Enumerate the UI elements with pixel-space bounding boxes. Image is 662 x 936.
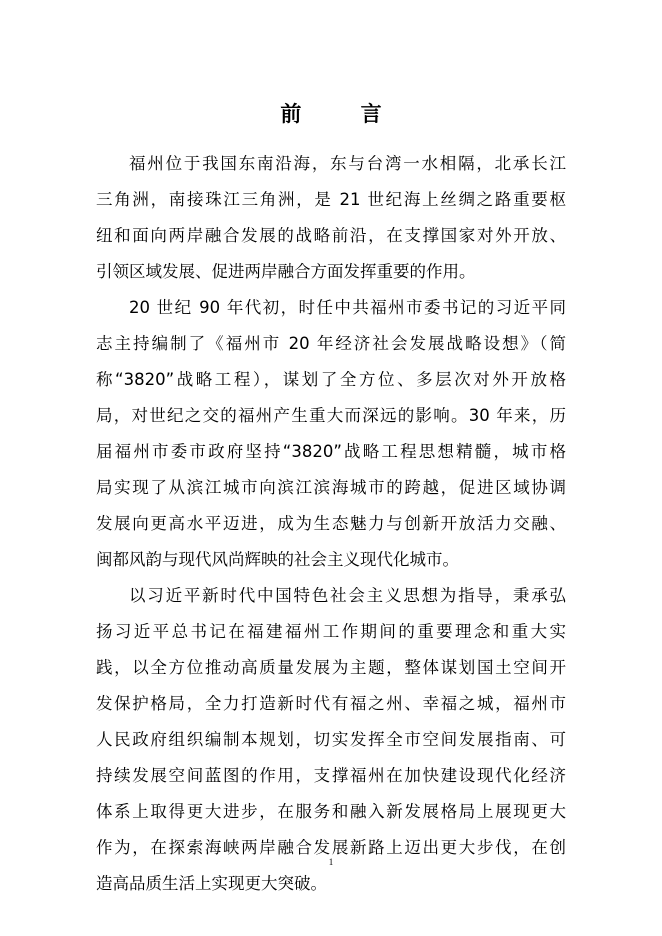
text-line: 引领区域发展、促进两岸融合方面发挥重要的作用。 [96,262,476,281]
text-line: 届福州市委市政府坚持“3820”战略工程思想精髓，城市格 [96,442,566,461]
text-line: 发保护格局，全力打造新时代有福之州、幸福之城，福州市 [96,694,566,713]
text-line: 体系上取得更大进步，在服务和融入新发展格局上展现更大 [96,802,566,821]
text-line: 20 世纪 90 年代初，时任中共福州市委书记的习近平同 [129,298,566,317]
text-line: 闽都风韵与现代风尚辉映的社会主义现代化城市。 [96,550,459,569]
text-line: 纽和面向两岸融合发展的战略前沿，在支撑国家对外开放、 [96,226,566,245]
text-line: 造高品质生活上实现更大突破。 [96,874,327,893]
text-line: 扬习近平总书记在福建福州工作期间的重要理念和重大实 [96,622,566,641]
text-line: 称“3820”战略工程），谋划了全方位、多层次对外开放格 [96,370,566,389]
text-line: 志主持编制了《福州市 20 年经济社会发展战略设想》（简 [96,334,566,353]
text-line: 持续发展空间蓝图的作用，支撑福州在加快建设现代化经济 [96,766,566,785]
text-line: 作为，在探索海峡两岸融合发展新路上迈出更大步伐，在创 [96,838,566,857]
text-line: 践，以全方位推动高质量发展为主题，整体谋划国土空间开 [96,658,566,677]
preface-body [96,146,566,902]
text-line: 福州位于我国东南沿海，东与台湾一水相隔，北承长江 [129,154,566,173]
text-line: 发展向更高水平迈进，成为生态魅力与创新开放活力交融、 [96,514,566,533]
text-line: 三角洲，南接珠江三角洲，是 21 世纪海上丝绸之路重要枢 [96,190,566,209]
page-number: 1 [328,857,334,867]
page-title: 前 言 [280,102,408,126]
text-line: 局，对世纪之交的福州产生重大而深远的影响。30 年来，历 [96,406,566,425]
text-line: 以习近平新时代中国特色社会主义思想为指导，秉承弘 [129,586,566,605]
text-line: 人民政府组织编制本规划，切实发挥全市空间发展指南、可 [96,730,566,749]
text-line: 局实现了从滨江城市向滨江滨海城市的跨越，促进区域协调 [96,478,566,497]
